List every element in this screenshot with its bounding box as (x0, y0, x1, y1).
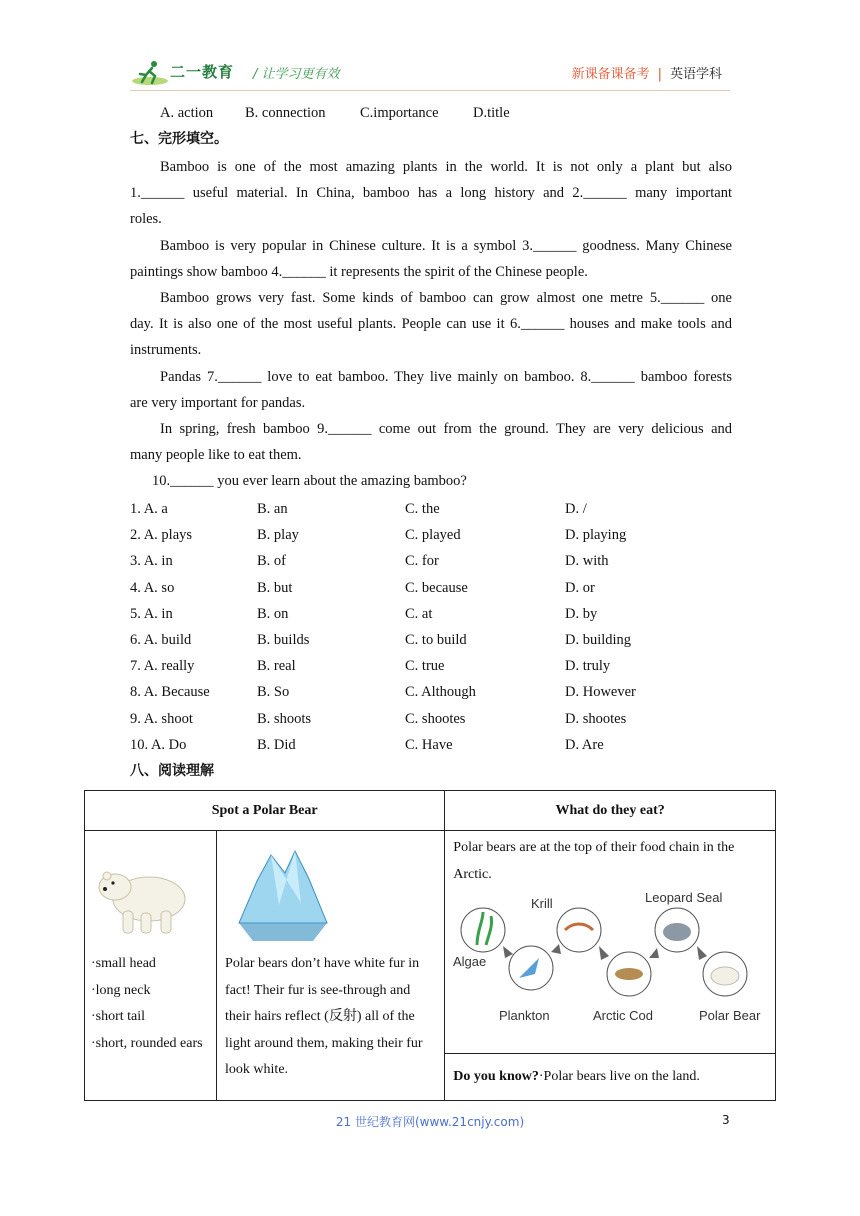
food-chain-diagram (453, 890, 765, 1030)
footer-source: 21 世纪教育网(www.21cnjy.com) (335, 1115, 525, 1129)
question-option-b: B. shoots (257, 710, 311, 727)
chain-label: Plankton (499, 1008, 550, 1023)
passage-line: Bamboo is very popular in Chinese culture. It is a symbol 3.______ goodness. Many Chinese (160, 237, 732, 254)
option-b: B. connection (245, 105, 326, 121)
question-option-b: B. Did (257, 736, 296, 753)
question-option-a: 3. A. in (130, 553, 173, 570)
question-option-b: B. So (257, 684, 290, 701)
passage-line: Bamboo is one of the most amazing plants in the world. It is not only a plant but also (160, 159, 732, 175)
polar-bear-icon (93, 849, 193, 939)
question-option-d: D. / (565, 501, 587, 517)
question-option-d: D. shootes (565, 710, 627, 727)
question-option-c: C. true (405, 658, 445, 675)
table-header-spot: Spot a Polar Bear (85, 791, 445, 831)
question-option-d: D. However (565, 684, 636, 701)
passage-line: day. It is also one of the most useful plants. People can use it 6.______ houses and make tools and (130, 316, 732, 333)
question-option-d: D. truly (565, 658, 611, 675)
section-7-heading: 七、完形填空。 (130, 131, 228, 147)
reading-table (84, 790, 776, 1101)
chain-label: Algae (453, 954, 487, 969)
question-option-a: 9. A. shoot (130, 710, 193, 727)
passage-line: paintings show bamboo 4.______ it represents the spirit of the Chinese people. (130, 263, 588, 280)
feature-item: ·small head (91, 956, 156, 971)
question-option-b: B. builds (257, 632, 310, 648)
question-option-b: B. an (257, 501, 288, 517)
feature-item: ·short tail (91, 1009, 146, 1024)
question-option-d: D. with (565, 553, 609, 570)
cod-icon (615, 968, 643, 980)
passage-line: are very important for pandas. (130, 394, 306, 411)
header-subject-label: 英语学科 (669, 67, 722, 82)
question-option-a: 6. A. build (130, 632, 192, 648)
do-you-know-cell (445, 1054, 776, 1101)
header-course-label: 新课备课备考 (571, 67, 650, 82)
passage-line: In spring, fresh bamboo 9.______ come out from the ground. They are very delicious and (160, 421, 732, 437)
logo-text: 二一教育 (170, 63, 235, 81)
header-slogan: / 让学习更有效 (253, 67, 340, 82)
question-option-b: B. real (257, 658, 296, 675)
section-8-heading: 八、阅读理解 (130, 763, 214, 779)
iceberg-icon (229, 845, 339, 945)
chain-label: Polar Bear (699, 1008, 761, 1023)
passage-line: roles. (130, 211, 162, 228)
question-option-b: B. on (257, 605, 289, 622)
question-option-a: 5. A. in (130, 605, 173, 622)
passage-line: 10.______ you ever learn about the amazing bamboo? (152, 473, 467, 490)
question-option-c: C. the (405, 501, 440, 517)
header-separator: | (657, 67, 662, 82)
question-option-a: 8. A. Because (130, 684, 210, 701)
seal-icon (663, 923, 691, 941)
question-option-c: C. for (405, 553, 439, 570)
chain-label: Arctic Cod (593, 1008, 654, 1023)
page-header (130, 55, 730, 91)
passage-line: instruments. (130, 342, 202, 359)
passage-line: many people like to eat them. (130, 447, 302, 464)
question-option-c: C. at (405, 605, 433, 622)
question-option-c: C. to build (405, 632, 467, 648)
question-option-a: 10. A. Do (130, 736, 187, 753)
option-c: C.importance (360, 105, 439, 121)
food-chain-text: Polar bears are at the top of their food chain in the Arctic. (453, 840, 735, 882)
question-option-a: 2. A. plays (130, 527, 193, 544)
question-option-d: D. playing (565, 527, 627, 544)
passage-line: Bamboo grows very fast. Some kinds of bamboo can grow almost one metre 5.______ one (160, 290, 732, 306)
bear-small-icon (711, 967, 739, 985)
question-option-c: C. Although (405, 684, 476, 701)
question-option-a: 1. A. a (130, 501, 168, 517)
question-option-c: C. because (405, 579, 468, 596)
question-option-c: C. shootes (405, 710, 466, 727)
question-option-d: D. building (565, 632, 632, 648)
option-d: D.title (473, 105, 510, 121)
passage-line: 1.______ useful material. In China, bamboo has a long history and 2.______ many important (130, 185, 732, 202)
header-right (572, 63, 722, 82)
chain-label: Krill (531, 896, 553, 911)
question-option-a: 7. A. really (130, 658, 195, 675)
question-option-c: C. played (405, 527, 461, 544)
feature-item: ·short, rounded ears (91, 1035, 203, 1051)
features-cell (85, 831, 217, 1101)
question-option-a: 4. A. so (130, 579, 175, 596)
option-a: A. action (160, 105, 214, 121)
question-option-c: C. Have (405, 736, 453, 753)
question-option-b: B. of (257, 553, 286, 570)
passage-line: Pandas 7.______ love to eat bamboo. They live mainly on bamboo. 8.______ bamboo forests (160, 368, 732, 385)
question-option-b: B. play (257, 527, 299, 544)
page-number: 3 (722, 1113, 730, 1127)
question-option-b: B. but (257, 579, 293, 596)
question-option-d: D. or (565, 579, 595, 596)
question-option-d: D. by (565, 605, 598, 622)
do-you-know-label: Do you know? (453, 1069, 539, 1084)
fur-text: Polar bears don’t have white fur in fact! Their fur is see-through and their hairs reflect (反射) all of the light around them, making their fur look white. (225, 956, 423, 1077)
header-divider (130, 90, 730, 91)
table-header-eat: What do they eat? (445, 791, 776, 831)
food-chain-cell (445, 831, 776, 1054)
fur-cell (217, 831, 445, 1101)
chain-label: Leopard Seal (645, 890, 723, 905)
question-option-d: D. Are (565, 736, 604, 753)
feature-item: ·long neck (91, 982, 151, 998)
do-you-know-text: ·Polar bears live on the land. (538, 1069, 700, 1084)
